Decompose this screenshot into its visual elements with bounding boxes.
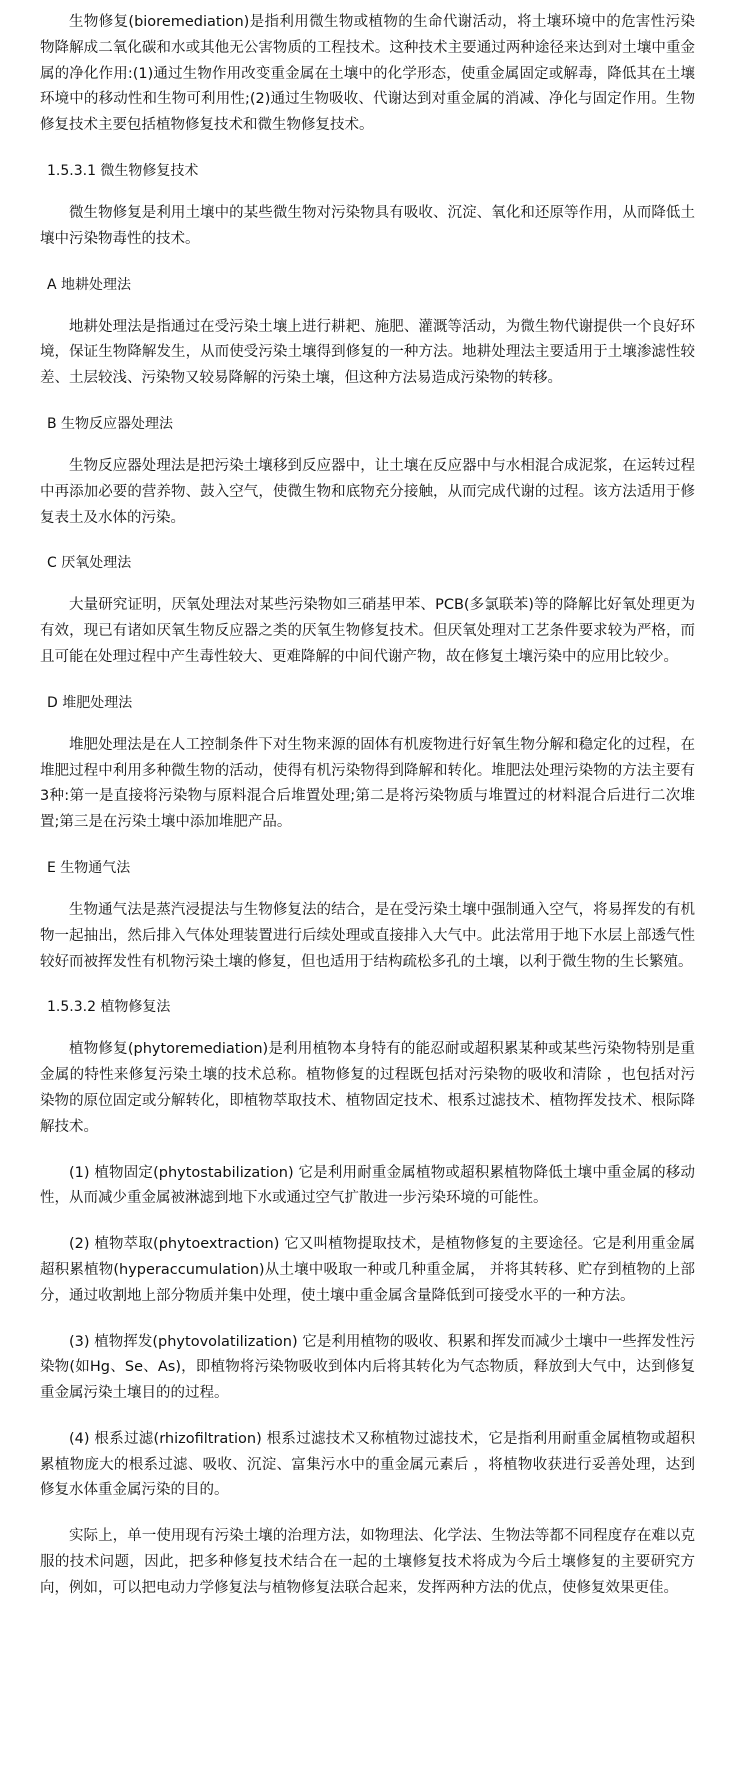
paragraph-phytoremediation: 植物修复(phytoremediation)是利用植物本身特有的能忍耐或超积累某种或某些污染物特别是重金属的特性来修复污染土壤的技术总称。植物修复的过程既包括对污染物的吸收和清除 ，也包括对污染物的原位固定或分解转化，即植物萃取技术、植物固定技术、根系过滤技术、植物挥发技术、根际降解技术。: [40, 1041, 695, 1135]
paragraph-bioreactor: 生物反应器处理法是把污染土壤移到反应器中，让土壤在反应器中与水相混合成泥浆，在运转过程中再添加必要的营养物、鼓入空气，使微生物和底物充分接触，从而完成代谢的过程。该方法适用于修复表土及水体的污染。: [40, 457, 695, 526]
heading-bioventing: E 生物通气法: [47, 859, 131, 876]
paragraph-rhizofiltration: (4) 根系过滤(rhizofiltration) 根系过滤技术又称植物过滤技术，它是指利用耐重金属植物或超积累植物庞大的根系过滤、吸收、沉淀、富集污水中的重金属元素后 ，将植物收获进行妥善处理，达到修复水体重金属污染的目的。: [40, 1430, 695, 1499]
heading-phytoremediation: 1.5.3.2 植物修复法: [47, 999, 171, 1016]
paragraph-phytoextraction: (2) 植物萃取(phytoextraction) 它又叫植物提取技术，是植物修复的主要途径。它是利用重金属超积累植物(hyperaccumulation)从土壤中吸取一种或几种重金属， 并将其转移、贮存到植物的上部分，通过收割地上部分物质并集中处理，使土壤中重金属含量降低到可接受水平的一种方法。: [40, 1236, 695, 1304]
heading-composting: D 堆肥处理法: [47, 694, 133, 711]
paragraph-conclusion: 实际上，单一使用现有污染土壤的治理方法，如物理法、化学法、生物法等都不同程度存在难以克服的技术问题，因此，把多种修复技术结合在一起的土壤修复技术将成为今后土壤修复的主要研究方向，例如，可以把电动力学修复法与植物修复法联合起来，发挥两种方法的优点，使修复效果更佳。: [40, 1528, 695, 1596]
paragraph-land-farming: 地耕处理法是指通过在受污染土壤上进行耕耙、施肥、灌溉等活动，为微生物代谢提供一个良好环境，保证生物降解发生，从而使受污染土壤得到修复的一种方法。地耕处理法主要适用于土壤渗滤性较差、土层较浅、污染物又较易降解的污染土壤，但这种方法易造成污染物的转移。: [40, 318, 695, 387]
paragraph-phytostabilization: (1) 植物固定(phytostabilization) 它是利用耐重金属植物或超积累植物降低土壤中重金属的移动性，从而减少重金属被淋滤到地下水或通过空气扩散进一步污染环境的可能性。: [40, 1164, 695, 1207]
paragraph-microbial-remediation: 微生物修复是利用土壤中的某些微生物对污染物具有吸收、沉淀、氧化和还原等作用，从而降低土壤中污染物毒性的技术。: [40, 204, 695, 247]
heading-bioreactor: B 生物反应器处理法: [47, 415, 174, 432]
paragraph-bioventing: 生物通气法是蒸汽浸提法与生物修复法的结合，是在受污染土壤中强制通入空气，将易挥发的有机物一起抽出，然后排入气体处理装置进行后续处理或直接排入大气中。此法常用于地下水层上部透气性较好而被挥发性有机物污染土壤的修复，但也适用于结构疏松多孔的土壤，以利于微生物的生长繁殖。: [40, 901, 695, 970]
heading-land-farming: A 地耕处理法: [47, 276, 132, 293]
heading-anaerobic: C 厌氧处理法: [47, 555, 132, 572]
paragraph-composting: 堆肥处理法是在人工控制条件下对生物来源的固体有机废物进行好氧生物分解和稳定化的过程，在堆肥过程中利用多种微生物的活动，使得有机污染物得到降解和转化。堆肥法处理污染物的方法主要有3种:第一是直接将污染物与原料混合后堆置处理;第二是将污染物质与堆置过的材料混合后进行二次堆置;第三是在污染土壤中添加堆肥产品。: [40, 736, 695, 831]
paragraph-bioremediation-intro: 生物修复(bioremediation)是指利用微生物或植物的生命代谢活动，将土壤环境中的危害性污染物降解成二氧化碳和水或其他无公害物质的工程技术。这种技术主要通过两种途径来达到对土壤中重金属的净化作用:(1)通过生物作用改变重金属在土壤中的化学形态，使重金属固定或解毒，降低其在土壤环境中的移动性和生物可利用性;(2)通过生物吸收、代谢达到对重金属的消减、净化与固定作用。生物修复技术主要包括植物修复技术和微生物修复技术。: [40, 14, 695, 134]
heading-microbial-remediation: 1.5.3.1 微生物修复技术: [47, 162, 199, 179]
paragraph-anaerobic: 大量研究证明，厌氧处理法对某些污染物如三硝基甲苯、PCB(多氯联苯)等的降解比好氧处理更为有效，现已有诸如厌氧生物反应器之类的厌氧生物修复技术。但厌氧处理对工艺条件要求较为严格，而且可能在处理过程中产生毒性较大、更难降解的中间代谢产物，故在修复土壤污染中的应用比较少。: [40, 597, 695, 665]
document-body: [40, 10, 695, 1602]
paragraph-phytovolatilization: (3) 植物挥发(phytovolatilization) 它是利用植物的吸收、积累和挥发而减少土壤中一些挥发性污染物(如Hg、Se、As)，即植物将污染物吸收到体内后将其转化为气态物质，释放到大气中，达到修复重金属污染土壤目的的过程。: [40, 1333, 695, 1402]
